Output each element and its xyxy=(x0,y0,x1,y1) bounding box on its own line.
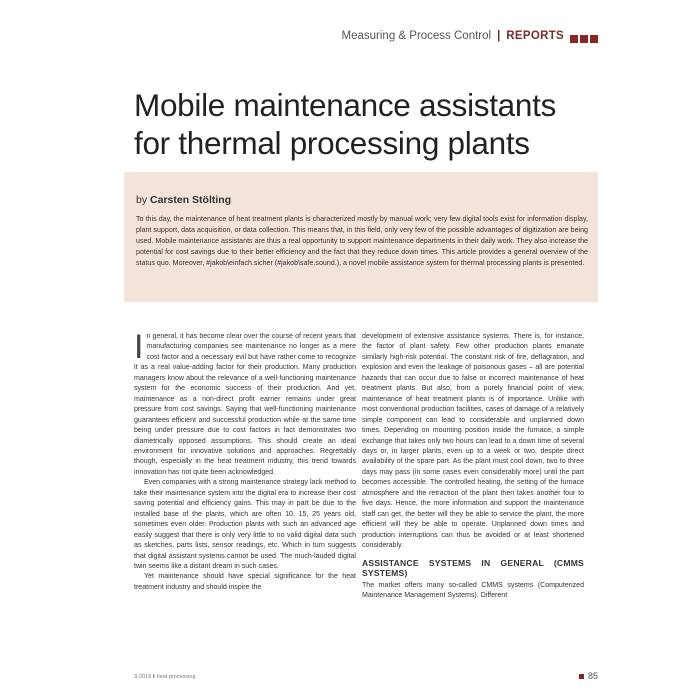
page-marker-square xyxy=(579,674,584,679)
author-name: Carsten Stölting xyxy=(150,194,232,206)
paragraph-text: n general, it has become clear over the course of recent years that manufacturing companies see maintenance no longer as a mere cost factor and a necessary evil but have rather come to recognize it as a real value-adding factor for their production. Many production managers know about the relevance of a well-functioning maintenance system for the economic success of their production. And yet, maintenance as a non-direct profit earner remains under great pressure from cost savings. Saying that well-functioning maintenance guarantees efficient and successful production while at the same time being under pressure due to cost factors in fact demonstrates two diametrically opposed assumptions. This should create an ideal environment for innovative solutions and approaches. Regrettably though, especially in the heat treatment industry, this trend towards innovation has not quite been acknowledged. xyxy=(134,333,356,476)
footer-page xyxy=(579,671,598,681)
byline xyxy=(136,194,231,206)
footer-separator: I xyxy=(153,674,155,680)
abstract-text: To this day, the maintenance of heat treatment plants is characterized mostly by manual work; very few digital tools exist for information display, plant support, data acquisition, or data collection. This means that, in this field, only very few of the possible advantages of digitization are being used. Mobile maintenance assistants are thus a real opportunity to support maintenance departments in their daily work. They also increase the potential for cost savings due to their better efficiency and the fact that they reduce down times. This article provides a general overview of the status quo. Moreover, #jakob\einfach.sicher (#jakob\safe.sound.), a novel mobile assistance system for thermal processing plants is presented. xyxy=(136,215,588,268)
accent-square xyxy=(590,35,598,43)
footer-journal-name: heat processing xyxy=(156,674,196,680)
header-section: Measuring & Process Control xyxy=(341,30,492,42)
article-title: Mobile maintenance assistants for thermal processing plants xyxy=(134,87,557,161)
page-number: 85 xyxy=(587,671,598,681)
body-column-right xyxy=(362,332,584,601)
body-paragraph xyxy=(134,328,356,478)
byline-prefix: by xyxy=(136,194,148,206)
body-paragraph: development of extensive assistance systems. There is, for instance, the factor of plant safety. Few other production plants emanate similarly high-risk potential. The constant risk of fire, deflagration, and explosion and even the leakage of poisonous gases – all are potential hazards that can occur due to false or incorrect maintenance of heat treatment plants. But also, from a purely financial point of view, maintenance of heat treatment plants is of importance. Unlike with most conventional production facilities, cases of damage of a relatively simple component can lead to considerable and unplanned down times. Depending on mounting position inside the furnace, a simple exchange that takes only two hours can lead to a down time of several days or, in larger plants, even up to a week or two, despite direct availability of the spare part. As the plant must cool down, two to three days may pass (in some cases even considerably more) until the part becomes accessible. The controlled heating, the setting of the furnace atmosphere and the retraction of the plant then takes another four to five days. Hence, the more information and support the maintenance staff can get, the better will they be able to service the plant, the more efficient will they be able to operate. Unplanned down times and production interruptions can thus be avoided or at least shortened considerably. xyxy=(362,333,584,550)
body-paragraph: The market offers many so-called CMMS systems (Computerized Maintenance Management Systems). Different xyxy=(362,581,584,599)
drop-cap: I xyxy=(134,328,144,366)
section-heading: ASSISTANCE SYSTEMS IN GENERAL (CMMS SYSTEMS) xyxy=(362,557,584,579)
running-header xyxy=(342,30,598,42)
accent-square xyxy=(570,35,578,43)
body-column-left xyxy=(134,328,356,593)
header-category: REPORTS xyxy=(506,30,564,42)
header-accent-squares xyxy=(570,35,598,43)
header-separator: | xyxy=(497,30,501,42)
footer-journal xyxy=(134,674,196,680)
footer-issue: 3-2019 xyxy=(134,674,152,680)
body-paragraph: Yet maintenance should have special significance for the heat treatment industry and should inspire the xyxy=(134,573,356,591)
accent-square xyxy=(580,35,588,43)
body-paragraph: Even companies with a strong maintenance strategy lack method to take their maintenance system into the digital era to increase their cost saving potential and efficiency gains. This may in part be due to the installed base of the plants, which are often 10, 15, 25 years old, sometimes even older. Production plants with such an advanced age easily suggest that there is only very little to no valid digital data such as sketches, parts lists, sensor readings, etc. Which in turn suggests that digital assistant systems cannot be used. The much-lauded digital twin seems like a distant dream in such cases. xyxy=(134,479,356,570)
